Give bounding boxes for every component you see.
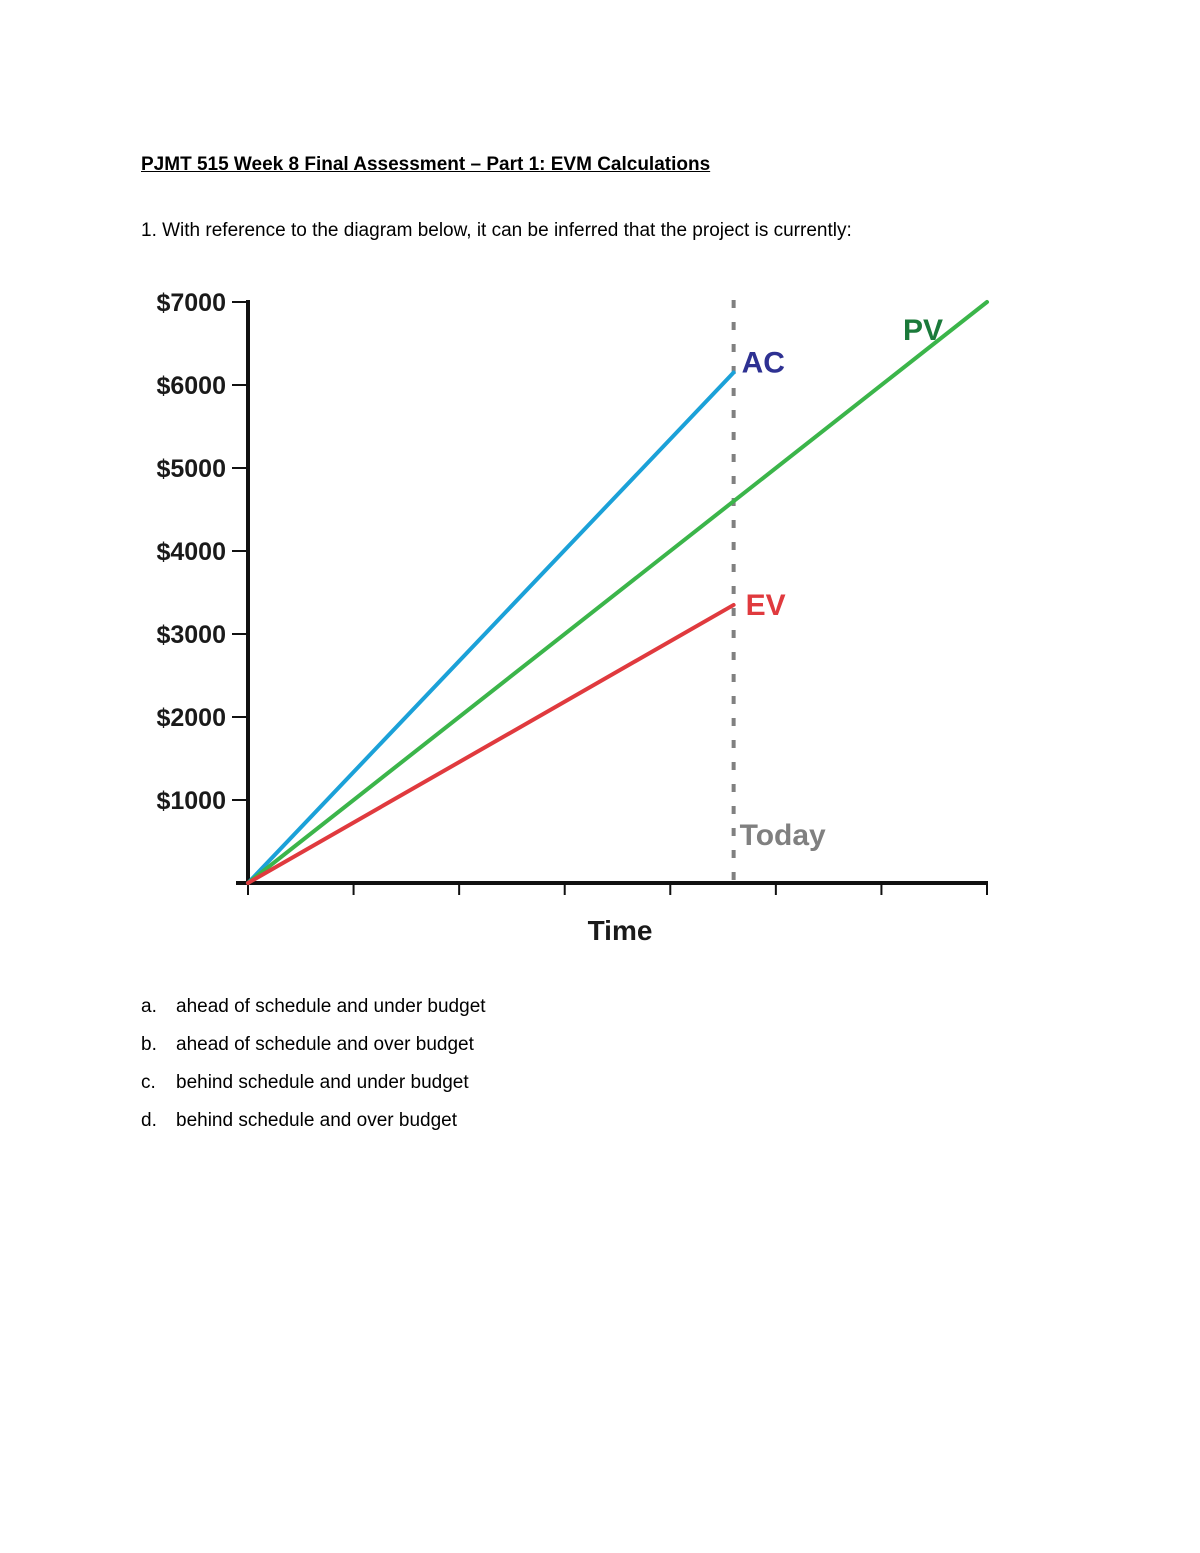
y-tick-label: $2000 <box>156 704 226 732</box>
y-tick-label: $4000 <box>156 538 226 566</box>
option-text: ahead of schedule and over budget <box>176 1034 474 1055</box>
series-label-ac: AC <box>741 346 785 380</box>
option-letter: b. <box>141 1034 157 1055</box>
y-tick-label: $6000 <box>156 372 226 400</box>
x-axis-title: Time <box>587 915 653 946</box>
option-c[interactable] <box>141 1070 486 1108</box>
option-letter: d. <box>141 1110 157 1131</box>
option-text: ahead of schedule and under budget <box>176 996 486 1017</box>
y-tick-label: $1000 <box>156 787 226 815</box>
series-label-pv: PV <box>902 314 943 347</box>
y-tick-label: $5000 <box>156 455 226 483</box>
option-text: behind schedule and over budget <box>176 1110 458 1131</box>
option-d[interactable] <box>141 1108 486 1146</box>
option-a[interactable] <box>141 994 486 1032</box>
y-tick-label: $7000 <box>156 289 226 317</box>
today-label: Today <box>739 819 826 852</box>
y-tick-label: $3000 <box>156 621 226 649</box>
page-title: PJMT 515 Week 8 Final Assessment – Part 1: EVM Calculations <box>141 154 711 175</box>
series-line-pv <box>248 302 987 883</box>
series-label-ev: EV <box>745 588 786 622</box>
series-line-ev <box>248 605 734 883</box>
option-letter: c. <box>141 1072 156 1093</box>
answer-options <box>141 994 486 1146</box>
option-letter: a. <box>141 996 157 1017</box>
series-line-ac <box>248 373 734 883</box>
question-text: 1. With reference to the diagram below, it can be inferred that the project is currently: <box>141 220 852 241</box>
option-text: behind schedule and under budget <box>176 1072 469 1093</box>
option-b[interactable] <box>141 1032 486 1070</box>
